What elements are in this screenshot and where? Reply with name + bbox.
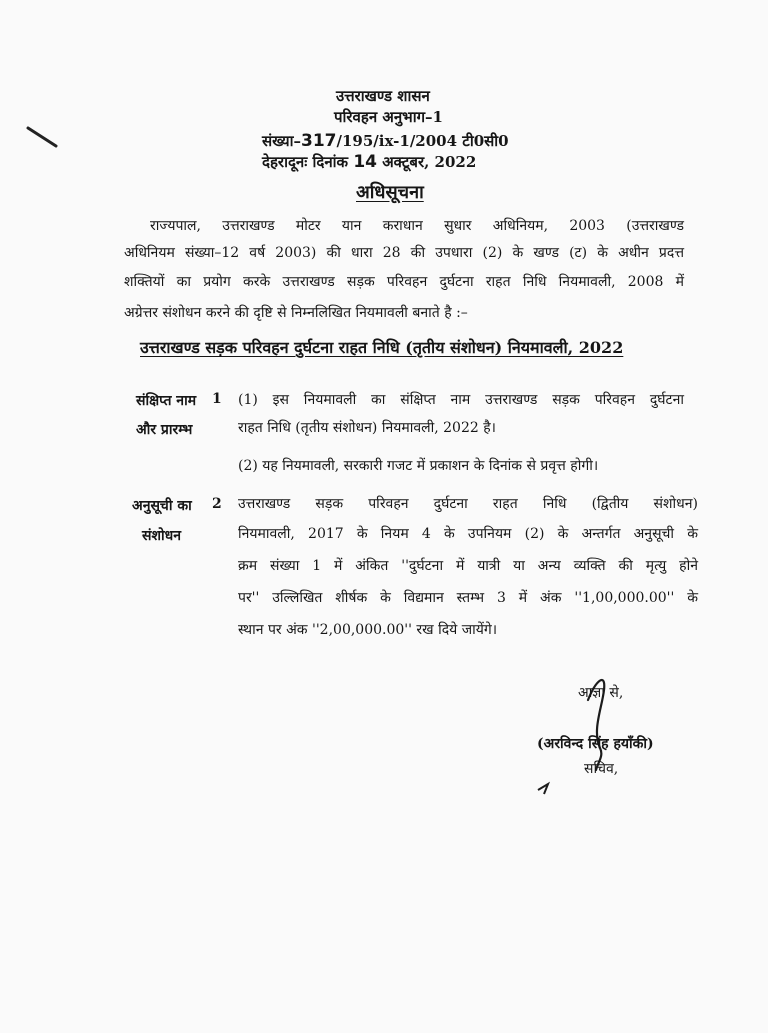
issue-date-prefix: देहरादूनः दिनांक xyxy=(262,153,349,171)
reference-number-handwritten: 317 xyxy=(301,131,337,151)
reference-number xyxy=(262,131,509,151)
issue-date-handwritten: 14 xyxy=(353,152,377,172)
section-1-label-line-2: और प्रारम्भ xyxy=(136,422,193,438)
section-2-line-5: स्थान पर अंक ''2,00,000.00'' रख दिये जायेंगे। xyxy=(238,622,498,638)
issue-date xyxy=(262,152,476,172)
section-1-clause-2: (2) यह नियमावली, सरकारी गजट में प्रकाशन के दिनांक से प्रवृत्त होगी। xyxy=(238,458,599,474)
signature-tick xyxy=(538,784,548,794)
issue-date-suffix: अक्टूबर, 2022 xyxy=(382,153,477,171)
preamble-line-2: अधिनियम संख्या–12 वर्ष 2003) की धारा 28 की उपधारा (2) के खण्ड (ट) के अधीन प्रदत्त xyxy=(124,245,684,261)
preamble-line-1: राज्यपाल, उत्तराखण्ड मोटर यान कराधान सुधार अधिनियम, 2003 (उत्तराखण्ड xyxy=(150,218,684,234)
signatory-designation: सचिव, xyxy=(584,761,619,777)
section-2-label-line-1: अनुसूची का xyxy=(132,498,192,514)
section-1-clause-1-line-1: (1) इस नियमावली का संक्षिप्त नाम उत्तराखण्ड सड़क परिवहन दुर्घटना xyxy=(238,392,684,408)
signature-order: आज्ञा से, xyxy=(578,685,624,701)
preamble-line-3: शक्तियों का प्रयोग करके उत्तराखण्ड सड़क परिवहन दुर्घटना राहत निधि नियमावली, 2008 में xyxy=(124,274,684,290)
preamble-line-4: अग्रेत्तर संशोधन करने की दृष्टि से निम्नलिखित नियमावली बनाते है :– xyxy=(124,305,468,321)
section-2-label-line-2: संशोधन xyxy=(142,528,181,544)
reference-number-prefix: संख्या– xyxy=(262,132,302,150)
reference-number-suffix: /195/ix-1/2004 टी0सी0 xyxy=(336,132,509,150)
section-1-clause-1-line-2: राहत निधि (तृतीय संशोधन) नियमावली, 2022 है। xyxy=(238,420,496,436)
department-name: परिवहन अनुभाग–1 xyxy=(334,108,443,126)
document-title: अधिसूचना xyxy=(356,182,424,203)
section-2-line-2: नियमावली, 2017 के नियम 4 के उपनियम (2) के अन्तर्गत अनुसूची के xyxy=(238,526,698,542)
section-2-line-1: उत्तराखण्ड सड़क परिवहन दुर्घटना राहत निधि (द्वितीय संशोधन) xyxy=(238,496,698,512)
section-2-number: 2 xyxy=(212,496,222,512)
section-2-line-3: क्रम संख्या 1 में अंकित ''दुर्घटना में यात्री या अन्य व्यक्ति की मृत्यु होने xyxy=(238,558,698,574)
section-1-label-line-1: संक्षिप्त नाम xyxy=(136,393,197,409)
signatory-name: (अरविन्द सिंह हयाँकी) xyxy=(537,736,654,752)
section-1-number: 1 xyxy=(212,391,222,407)
scan-stroke-mark xyxy=(28,128,56,146)
govt-name: उत्तराखण्ड शासन xyxy=(336,87,430,105)
section-2-line-4: पर'' उल्लिखित शीर्षक के विद्यमान स्तम्भ 3 में अंक ''1,00,000.00'' के xyxy=(238,590,698,606)
rules-title: उत्तराखण्ड सड़क परिवहन दुर्घटना राहत निधि (तृतीय संशोधन) नियमावली, 2022 xyxy=(140,338,624,357)
